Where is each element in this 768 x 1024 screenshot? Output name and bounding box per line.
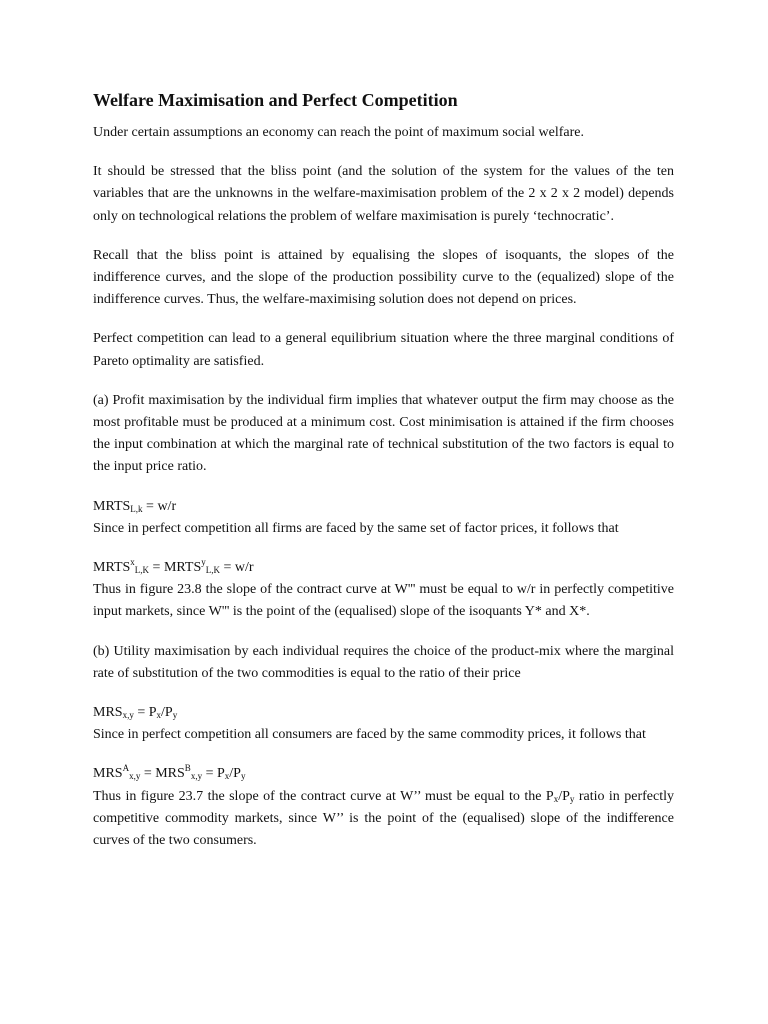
paragraph-figure-23-7: Thus in figure 23.7 the slope of the contract curve at W’’ must be equal to the $P_x/P_y$ ratio in perfectly competitive commodity markets, since W’’ is the point of the (equalised) slope of the indifference curves of the two consumers. xyxy=(93,788,674,849)
paragraph-factor-prices: Since in perfect competition all firms are faced by the same set of factor prices, it follows that xyxy=(93,520,619,536)
paragraph-perfect-competition: Perfect competition can lead to a general equilibrium situation where the three marginal conditions of Pareto optimality are satisfied. xyxy=(93,331,674,369)
paragraph-intro: Under certain assumptions an economy can reach the point of maximum social welfare. xyxy=(93,125,584,140)
paragraph-bliss-point: It should be stressed that the bliss point (and the solution of the system for the values of the ten variables that are the unknowns in the welfare-maximisation problem of the 2 x 2 x 2 model) depends only on technological relations the problem of welfare maximisation is purely ‘technocratic’. xyxy=(93,164,674,224)
paragraph-commodity-prices: Since in perfect competition all consumers are faced by the same commodity prices, it follows that xyxy=(93,727,646,743)
paragraph-utility-maximisation: (b) Utility maximisation by each individual requires the choice of the product-mix where the marginal rate of substitution of the two commodities is equal to the ratio of their price xyxy=(93,643,674,681)
equation-mrs: $MRS_{x,y} = P_x/P_y$ xyxy=(93,705,178,721)
paragraph-profit-maximisation: (a) Profit maximisation by the individual firm implies that whatever output the firm may choose as the most profitable must be produced at a minimum cost. Cost minimisation is attained if the firm chooses the input combination at which the marginal rate of technical substitution of the two factors is equal to the input price ratio. xyxy=(93,392,674,475)
document-title: Welfare Maximisation and Perfect Competition xyxy=(93,90,458,110)
equation-mrts-equality: $MRTS^x_{L,K}$ = $MRTS^y_{L,K} = w/r$ xyxy=(93,557,254,576)
equation-mrts: $MRTS_{L,k} = w/r$ xyxy=(93,498,177,514)
paragraph-figure-23-8: Thus in figure 23.8 the slope of the contract curve at W''' must be equal to w/r in perfectly competitive input markets, since W''' is the point of the (equalised) slope of the isoquants Y* and X*. xyxy=(93,582,674,620)
paragraph-recall: Recall that the bliss point is attained by equalising the slopes of isoquants, the slopes of the indifference curves, and the slope of the production possibility curve to the (equalized) slope of the indifference curves. Thus, the welfare-maximising solution does not depend on prices. xyxy=(93,247,674,308)
equation-mrs-equality: $MRS^A_{x,y} = MRS^B_{x,y} = P_x/P_y$ xyxy=(93,763,246,782)
